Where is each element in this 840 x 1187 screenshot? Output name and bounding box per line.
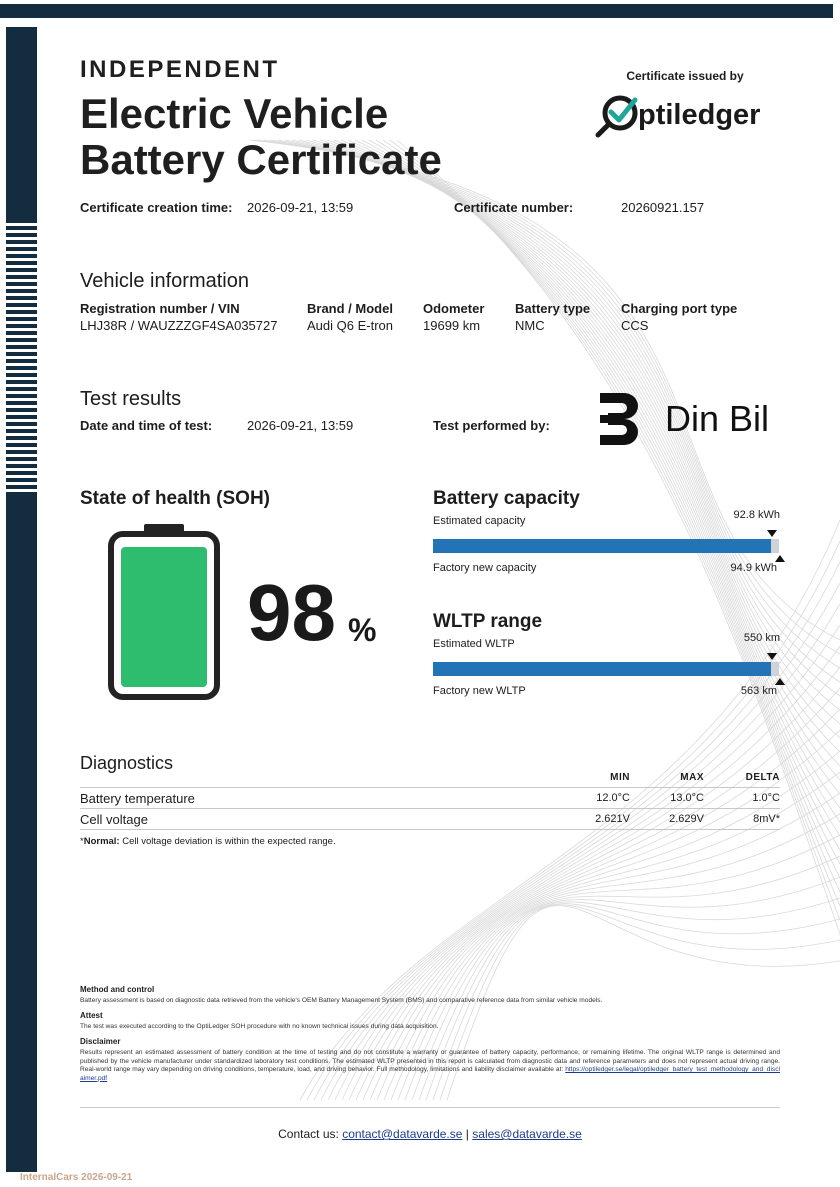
note-text: Cell voltage deviation is within the expected range. xyxy=(119,836,336,847)
diagnostics-col-max: MAX xyxy=(680,772,704,783)
soh-value: 98 xyxy=(247,568,336,657)
left-border-bar xyxy=(6,27,37,223)
disclaimer-link[interactable]: https://optiledger.se/legal/optiledger_battery_test_methodology_and_disclaimer.pdf xyxy=(80,1066,780,1082)
estimated-capacity-value: 92.8 kWh xyxy=(733,509,780,521)
brand-model-value: Audi Q6 E-tron xyxy=(307,318,393,333)
vin-value: LHJ38R / WAUZZZGF4SA035727 xyxy=(80,318,278,333)
factory-capacity-marker xyxy=(775,555,785,562)
diag-row-voltage-delta: 8mV* xyxy=(753,813,780,825)
contact-line xyxy=(0,1127,840,1141)
test-date-value: 2026-09-21, 13:59 xyxy=(247,418,354,433)
estimated-wltp-value: 550 km xyxy=(743,632,780,644)
din-bil-logo-mark xyxy=(600,393,644,445)
charging-port-value: CCS xyxy=(621,318,649,333)
attest-text: The test was executed according to the OptiLedger SOH procedure with no known technical issues during data acquisition. xyxy=(80,1023,439,1030)
wltp-bar-track xyxy=(433,662,779,676)
battery-type-label: Battery type xyxy=(515,301,591,316)
estimated-wltp-label: Estimated WLTP xyxy=(433,638,515,650)
diagnostics-divider xyxy=(80,787,780,788)
note-bold: Normal: xyxy=(83,836,120,847)
diag-row-voltage-max: 2.629V xyxy=(669,813,704,825)
contact-email-link[interactable]: contact@datavarde.se xyxy=(342,1127,463,1141)
contact-label: Contact us: xyxy=(278,1127,339,1141)
diagnostics-heading: Diagnostics xyxy=(80,753,174,773)
battery-icon xyxy=(108,524,220,700)
diag-row-voltage-name: Cell voltage xyxy=(80,812,148,827)
odometer-label: Odometer xyxy=(423,301,485,316)
vin-label: Registration number / VIN xyxy=(80,301,240,316)
battery-capacity-heading: Battery capacity xyxy=(433,488,580,509)
diagnostics-note xyxy=(80,836,336,847)
odometer-value: 19699 km xyxy=(423,318,481,333)
test-results-heading: Test results xyxy=(80,388,182,410)
diag-row-temperature-name: Battery temperature xyxy=(80,791,195,806)
issued-by-label: Certificate issued by xyxy=(626,69,744,83)
wltp-heading: WLTP range xyxy=(433,611,543,632)
capacity-bar-track xyxy=(433,539,779,553)
footer-divider xyxy=(80,1107,780,1108)
certificate-title xyxy=(80,91,442,183)
diagnostics-row-divider xyxy=(80,808,780,809)
left-border-bar-lower xyxy=(6,492,37,1172)
battery-level-fill xyxy=(121,547,207,687)
left-border-stripes xyxy=(6,226,37,490)
certificate-kicker: INDEPENDENT xyxy=(80,56,280,83)
diag-row-voltage-min: 2.621V xyxy=(595,813,630,825)
estimated-capacity-label: Estimated capacity xyxy=(433,515,526,527)
disclaimer-body xyxy=(80,1049,780,1083)
title-line-2: Battery Certificate xyxy=(80,136,442,183)
watermark-text: InternalCars 2026-09-21 xyxy=(20,1172,133,1183)
optiledger-magnifier-icon xyxy=(594,92,784,138)
attest-heading: Attest xyxy=(80,1011,103,1020)
charging-port-label: Charging port type xyxy=(621,301,738,316)
wltp-bar-fill xyxy=(433,662,771,676)
title-line-1: Electric Vehicle xyxy=(80,90,389,137)
estimated-wltp-marker xyxy=(767,653,777,660)
capacity-bar-fill xyxy=(433,539,771,553)
factory-capacity-value: 94.9 kWh xyxy=(730,562,777,574)
creation-time-value: 2026-09-21, 13:59 xyxy=(247,200,354,215)
factory-wltp-marker xyxy=(775,678,785,685)
disclaimer-text: Results represent an estimated assessment of battery condition at the time of testing and do not constitute a warranty or guarantee of battery capacity, performance, or remaining lifetime. The original WLTP range is determined and published by the vehicle manufacturer under standardized laboratory test conditions. The estimated WLTP presented in this report is calculated from diagnostic data and reference parameters and does not represent actual driving range. Real-world range may vary depending on driving conditions, temperature, load, and driving behavior. Full methodology, limitations and liability disclaimer available at: xyxy=(80,1049,780,1074)
contact-separator: | xyxy=(465,1127,469,1141)
certificate-number-value: 20260921.157 xyxy=(621,200,705,215)
estimated-capacity-marker xyxy=(767,530,777,537)
method-text: Battery assessment is based on diagnostic data retrieved from the vehicle's OEM Battery Management System (BMS) and comparative reference data from similar vehicle models. xyxy=(80,997,603,1004)
factory-wltp-label: Factory new WLTP xyxy=(433,685,526,697)
battery-type-value: NMC xyxy=(515,318,545,333)
test-date-label: Date and time of test: xyxy=(80,418,213,433)
sales-email-link[interactable]: sales@datavarde.se xyxy=(472,1127,582,1141)
diag-row-temperature-max: 13.0°C xyxy=(670,792,704,804)
svg-text:ptiledger: ptiledger xyxy=(638,99,761,131)
diagnostics-row-divider-2 xyxy=(80,829,780,830)
vehicle-info-heading: Vehicle information xyxy=(80,270,249,292)
optiledger-logo xyxy=(594,92,784,138)
disclaimer-heading: Disclaimer xyxy=(80,1037,121,1046)
diagnostics-col-min: MIN xyxy=(610,772,630,783)
brand-model-label: Brand / Model xyxy=(307,301,393,316)
diagnostics-col-delta: DELTA xyxy=(745,772,780,783)
diag-row-temperature-min: 12.0°C xyxy=(596,792,630,804)
factory-capacity-label: Factory new capacity xyxy=(433,562,537,574)
diag-row-temperature-delta: 1.0°C xyxy=(752,792,780,804)
note-asterisk: * xyxy=(80,836,84,847)
din-bil-logo-text: Din Bil xyxy=(665,398,770,439)
test-performed-by-label: Test performed by: xyxy=(433,418,550,433)
method-heading: Method and control xyxy=(80,985,155,994)
factory-wltp-value: 563 km xyxy=(740,685,777,697)
creation-time-label: Certificate creation time: xyxy=(80,200,233,215)
certificate-number-label: Certificate number: xyxy=(454,200,574,215)
top-border-bar xyxy=(0,4,833,18)
soh-heading: State of health (SOH) xyxy=(80,488,271,509)
soh-unit: % xyxy=(348,612,377,648)
